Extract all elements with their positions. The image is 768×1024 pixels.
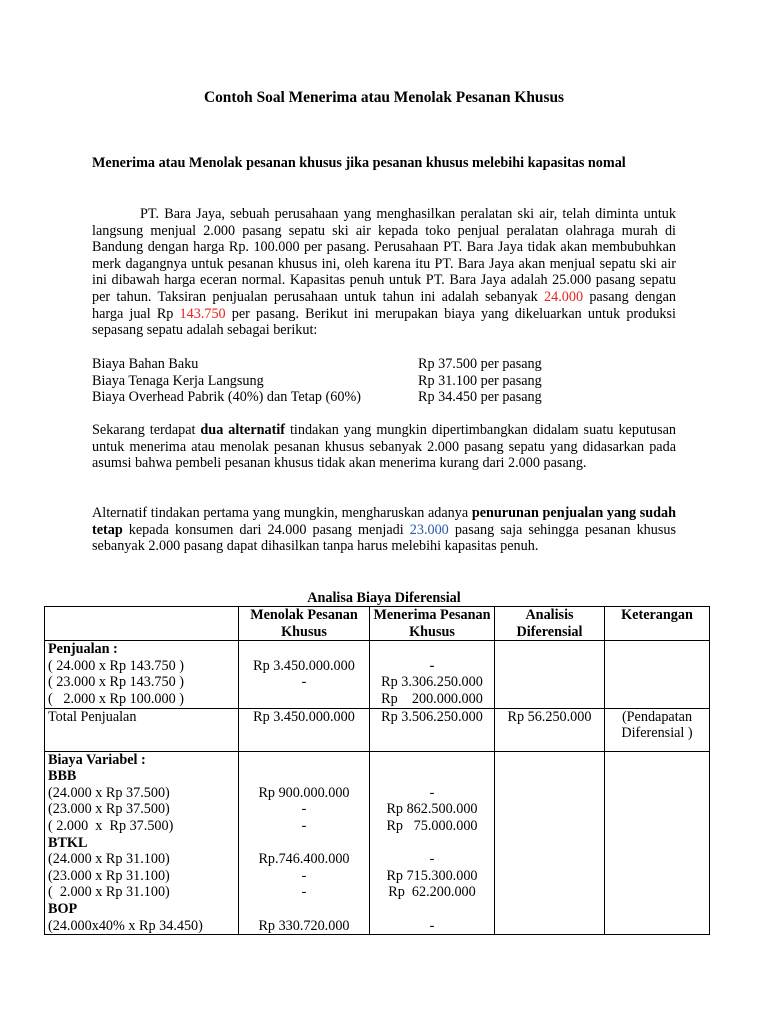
cost-value: Rp 31.100 per pasang bbox=[418, 372, 542, 389]
menolak-cell bbox=[239, 751, 370, 935]
biaya-label: Biaya Variabel : bbox=[48, 751, 146, 768]
value: - bbox=[301, 884, 307, 901]
para1-text: per pasang. Berikut ini merupakan biaya yang dikeluarkan untuk produksi sepasang sepatu adalah sebagai berikut: bbox=[92, 305, 676, 339]
cost-label: Biaya Tenaga Kerja Langsung bbox=[92, 372, 264, 389]
value: - bbox=[429, 851, 435, 868]
line-item: ( 2.000 x Rp 37.500) bbox=[48, 817, 174, 834]
line-item: ( 24.000 x Rp 143.750 ) bbox=[48, 657, 184, 674]
keterangan-cell bbox=[605, 751, 710, 935]
keterangan-cell bbox=[605, 641, 710, 708]
menerima-cell bbox=[370, 641, 495, 708]
differential-cost-table bbox=[44, 606, 710, 935]
line-item: ( 23.000 x Rp 143.750 ) bbox=[48, 674, 184, 691]
highlight-sales-price: 143.750 bbox=[179, 305, 226, 322]
line-item: (23.000 x Rp 37.500) bbox=[48, 801, 170, 818]
paragraph-first-alternative bbox=[92, 505, 676, 555]
header-cell: Analisis Diferensial bbox=[495, 607, 605, 641]
total-menerima: Rp 3.506.250.000 bbox=[370, 708, 495, 751]
table-title: Analisa Biaya Diferensial bbox=[307, 590, 461, 606]
header-cell: Menolak Pesanan Khusus bbox=[239, 607, 370, 641]
value: - bbox=[429, 917, 435, 934]
value: - bbox=[301, 674, 307, 691]
paragraph-intro bbox=[92, 206, 676, 339]
value: - bbox=[301, 817, 307, 834]
cost-row bbox=[92, 356, 676, 373]
line-item: (24.000x40% x Rp 34.450) bbox=[48, 917, 203, 934]
table-row-total bbox=[45, 708, 710, 751]
cost-list bbox=[92, 356, 676, 406]
para3-text: pasang saja sehingga pesanan khusus sebanyak 2.000 pasang dapat dihasilkan tanpa harus melebihi kapasitas penuh. bbox=[92, 521, 677, 555]
cost-value: Rp 34.450 per pasang bbox=[418, 389, 542, 406]
value: Rp 200.000.000 bbox=[381, 690, 483, 707]
line-item: (24.000 x Rp 37.500) bbox=[48, 784, 170, 801]
diff-cell bbox=[495, 641, 605, 708]
table-row bbox=[45, 641, 710, 708]
value: - bbox=[429, 784, 435, 801]
value: Rp 330.720.000 bbox=[258, 917, 350, 934]
cost-label: Biaya Bahan Baku bbox=[92, 356, 199, 372]
value: Rp 900.000.000 bbox=[258, 784, 350, 801]
row-label-cell bbox=[45, 641, 239, 708]
header-cell bbox=[45, 607, 239, 641]
btkl-label: BTKL bbox=[48, 834, 88, 851]
value: Rp 75.000.000 bbox=[386, 817, 478, 834]
document-title: Contoh Soal Menerima atau Menolak Pesanan Khusus bbox=[203, 89, 564, 106]
value: Rp 715.300.000 bbox=[386, 867, 478, 884]
para1-text: PT. Bara Jaya, sebuah perusahaan yang menghasilkan peralatan ski air, telah diminta untuk langsung menjual 2.000 pasang sepatu ski air kepada toko penjual peralatan olahraga murah di Bandung dengan harga Rp. 100.000 per pasang. Perusahaan PT. Bara Jaya tidak akan membubuhkan merk dagangnya untuk pesanan khusus ini, oleh karena itu PT. Bara Jaya akan menjual sepatu ski air ini dibawah harga eceran normal. Kapasitas penuh untuk PT. Bara Jaya adalah 25.000 pasang sepatu per tahun. Taksiran penjualan perusahaan untuk tahun ini adalah sebanyak bbox=[92, 206, 676, 305]
value: - bbox=[301, 801, 307, 818]
cost-row bbox=[92, 389, 676, 406]
paragraph-alternatives bbox=[92, 422, 676, 472]
highlight-reduced-sales: 23.000 bbox=[409, 521, 449, 538]
value: Rp 62.200.000 bbox=[388, 884, 476, 901]
para3-bold: penurunan penjualan yang sudah tetap bbox=[92, 505, 677, 538]
total-label: Total Penjualan bbox=[45, 708, 239, 751]
cost-value: Rp 37.500 per pasang bbox=[418, 356, 542, 372]
row-label-cell bbox=[45, 751, 239, 935]
cost-row bbox=[92, 373, 676, 390]
total-diff: Rp 56.250.000 bbox=[495, 708, 605, 751]
header-cell: Keterangan bbox=[605, 607, 710, 641]
para2-text: tindakan yang mungkin dipertimbangkan didalam suatu keputusan untuk menerima atau menolak pesanan khusus sebanyak 2.000 pasang sepatu yang didasarkan pada asumsi bahwa pembeli pesanan khusus tidak akan menerima kurang dari 2.000 pasang. bbox=[92, 422, 676, 472]
cost-label: Biaya Overhead Pabrik (40%) dan Tetap (60%) bbox=[92, 389, 362, 406]
para2-text: Sekarang terdapat bbox=[92, 422, 201, 438]
line-item: (23.000 x Rp 31.100) bbox=[48, 867, 170, 884]
value: - bbox=[301, 867, 307, 884]
line-item: ( 2.000 x Rp 100.000 ) bbox=[48, 690, 184, 707]
penjualan-label: Penjualan : bbox=[48, 641, 118, 658]
line-item: (24.000 x Rp 31.100) bbox=[48, 851, 170, 868]
menolak-cell bbox=[239, 641, 370, 708]
para2-bold: dua alternatif bbox=[200, 422, 285, 438]
line-item: ( 2.000 x Rp 31.100) bbox=[48, 884, 170, 901]
para3-text: Alternatif tindakan pertama yang mungkin, mengharuskan adanya bbox=[92, 505, 472, 521]
para3-text: kepada konsumen dari 24.000 pasang menjadi bbox=[122, 521, 410, 538]
table-header-row bbox=[45, 607, 710, 641]
value: Rp 3.450.000.000 bbox=[253, 657, 355, 674]
bop-label: BOP bbox=[48, 900, 78, 917]
value bbox=[242, 691, 366, 708]
menerima-cell bbox=[370, 751, 495, 935]
diff-cell bbox=[495, 751, 605, 935]
value: - bbox=[429, 657, 435, 674]
value: Rp.746.400.000 bbox=[258, 851, 350, 868]
bbb-label: BBB bbox=[48, 768, 77, 785]
section-subtitle: Menerima atau Menolak pesanan khusus jika pesanan khusus melebihi kapasitas nomal bbox=[92, 155, 626, 171]
header-cell: Menerima Pesanan Khusus bbox=[370, 607, 495, 641]
total-keterangan: (Pendapatan Diferensial ) bbox=[605, 708, 710, 751]
value: Rp 3.306.250.000 bbox=[381, 674, 483, 691]
value: Rp 862.500.000 bbox=[386, 801, 478, 818]
para1-text: pasang dengan harga jual Rp bbox=[92, 288, 676, 322]
highlight-sales-volume: 24.000 bbox=[544, 288, 584, 305]
total-menolak: Rp 3.450.000.000 bbox=[239, 708, 370, 751]
table-row bbox=[45, 751, 710, 935]
